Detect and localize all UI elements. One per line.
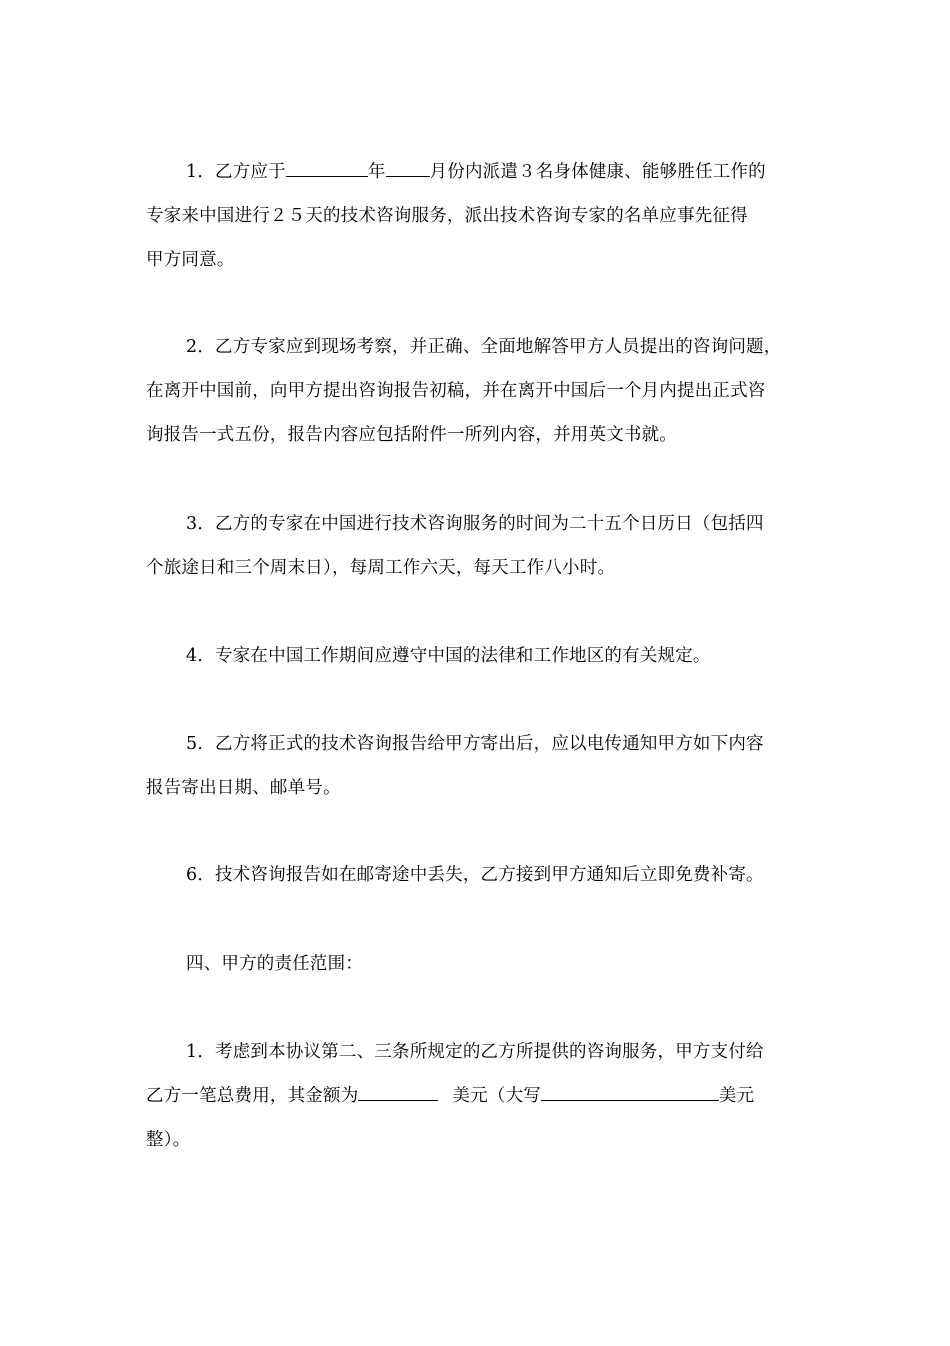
year-blank[interactable] — [286, 158, 368, 177]
clause-1-line-1: 1．乙方应于 年 月份内派遣３名身体健康、能够胜任工作的 — [146, 150, 814, 194]
clause-4-line-1: 4．专家在中国工作期间应遵守中国的法律和工作地区的有关规定。 — [186, 646, 711, 666]
amount-blank[interactable] — [358, 1082, 438, 1101]
party-a-clause-1-line-1: 1．考虑到本协议第二、三条所规定的乙方所提供的咨询服务，甲方支付给 — [186, 1042, 764, 1062]
clause-6 — [146, 853, 814, 897]
clause-2-line-1: 2．乙方专家应到现场考察，并正确、全面地解答甲方人员提出的咨询问题， — [186, 337, 782, 357]
amount-in-words-blank[interactable] — [541, 1082, 719, 1101]
clause-3-line-1: 3．乙方的专家在中国进行技术咨询服务的时间为二十五个日历日（包括四 — [186, 514, 764, 534]
clause-2-line-2: 在离开中国前，向甲方提出咨询报告初稿，并在离开中国后一个月内提出正式咨 — [146, 381, 766, 401]
party-a-clause-1 — [146, 1030, 814, 1162]
section-4-title: 四、甲方的责任范围： — [186, 954, 363, 974]
clause-1-line-3: 甲方同意。 — [146, 250, 235, 270]
section-4-heading — [146, 942, 814, 986]
clause-1 — [146, 150, 814, 282]
clause-5-line-2: 报告寄出日期、邮单号。 — [146, 778, 341, 798]
clause-3-line-2: 个旅途日和三个周末日），每周工作六天，每天工作八小时。 — [146, 558, 616, 578]
clause-2-line-3: 询报告一式五份，报告内容应包括附件一所列内容，并用英文书就。 — [146, 425, 677, 445]
month-blank[interactable] — [386, 158, 430, 177]
clause-4 — [146, 634, 814, 678]
clause-5-line-1: 5．乙方将正式的技术咨询报告给甲方寄出后，应以电传通知甲方如下内容 — [186, 734, 764, 754]
clause-5 — [146, 722, 814, 810]
clause-1-line-2: 专家来中国进行２５天的技术咨询服务，派出技术咨询专家的名单应事先征得 — [146, 206, 748, 226]
party-a-clause-1-line-2: 乙方一笔总费用，其金额为 美元（大写 美元 — [146, 1074, 814, 1118]
clause-2 — [146, 325, 814, 457]
clause-6-line-1: 6．技术咨询报告如在邮寄途中丢失，乙方接到甲方通知后立即免费补寄。 — [186, 865, 764, 885]
clause-3 — [146, 502, 814, 590]
party-a-clause-1-line-3: 整）。 — [146, 1130, 191, 1150]
